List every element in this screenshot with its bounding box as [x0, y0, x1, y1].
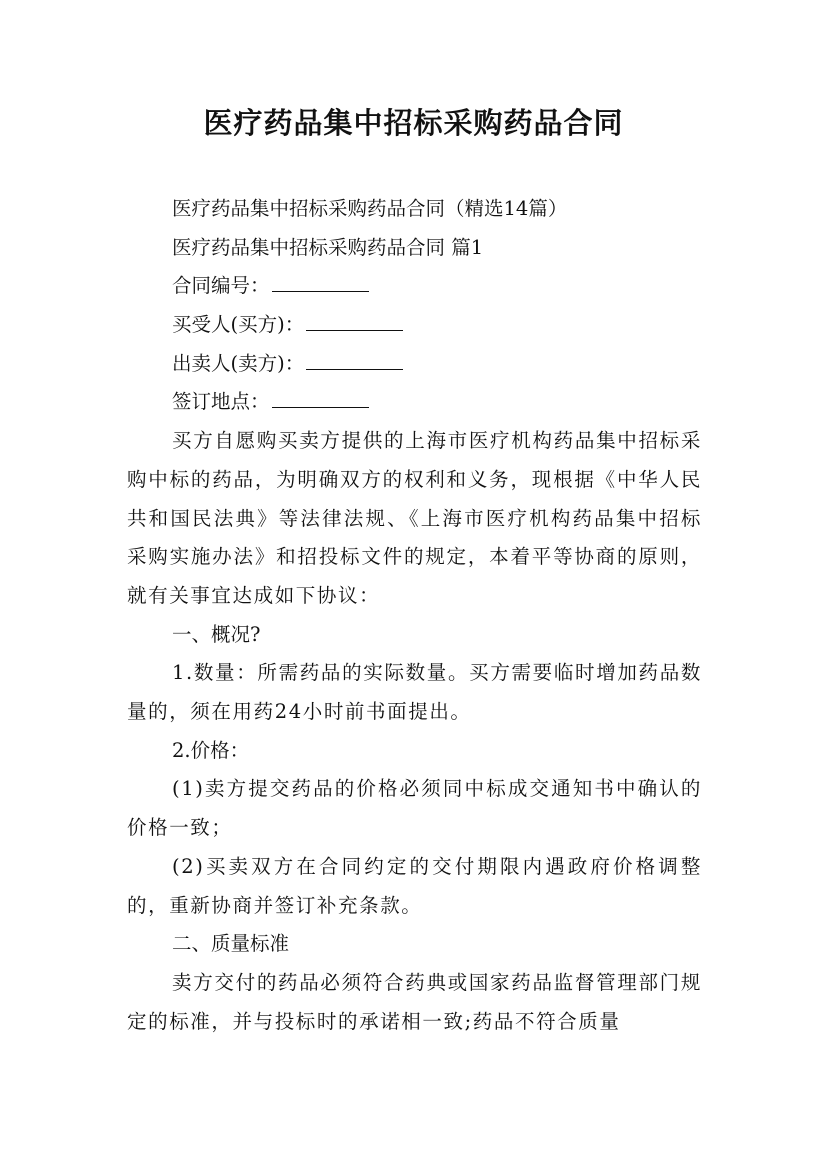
document-title: 医疗药品集中招标采购药品合同 [203, 106, 624, 140]
section-heading: 医疗药品集中招标采购药品合同 篇1 [172, 235, 484, 259]
buyer-blank [306, 308, 403, 331]
document-body [127, 190, 702, 1041]
signing-place-field [127, 383, 702, 422]
contract-number-label: 合同编号： [172, 274, 270, 298]
buyer-label: 买受人(买方)： [172, 313, 305, 337]
item-quantity: 1.数量：所需药品的实际数量。买方需要临时增加药品数量的，须在用药24小时前书面提出。 [127, 661, 702, 724]
item-price: 2.价格： [172, 738, 250, 762]
section-two-heading: 二、质量标准 [172, 932, 290, 956]
intro-paragraph: 买方自愿购买卖方提供的上海市医疗机构药品集中招标采购中标的药品，为明确双方的权利和义务，现根据《中华人民共和国民法典》等法律法规、《上海市医疗机构药品集中招标采购实施办法》和招投标文件的规定，本着平等协商的原则，就有关事宜达成如下协议： [127, 429, 702, 607]
item-price-clause-2: (2)买卖双方在合同约定的交付期限内遇政府价格调整的，重新协商并签订补充条款。 [127, 854, 702, 917]
section-one-heading: 一、概况? [172, 622, 261, 646]
seller-label: 出卖人(卖方)： [172, 351, 305, 375]
contract-number-blank [272, 269, 369, 292]
signing-place-label: 签订地点： [172, 390, 270, 414]
seller-blank [306, 347, 403, 370]
contract-number-field [127, 267, 702, 306]
seller-field [127, 345, 702, 384]
quality-paragraph: 卖方交付的药品必须符合药典或国家药品监督管理部门规定的标准，并与投标时的承诺相一致;药品不符合质量 [127, 970, 702, 1033]
buyer-field [127, 306, 702, 345]
item-price-clause-1: (1)卖方提交药品的价格必须同中标成交通知书中确认的价格一致； [127, 777, 702, 840]
signing-place-blank [272, 385, 369, 408]
document-subtitle: 医疗药品集中招标采购药品合同（精选14篇） [172, 197, 568, 220]
